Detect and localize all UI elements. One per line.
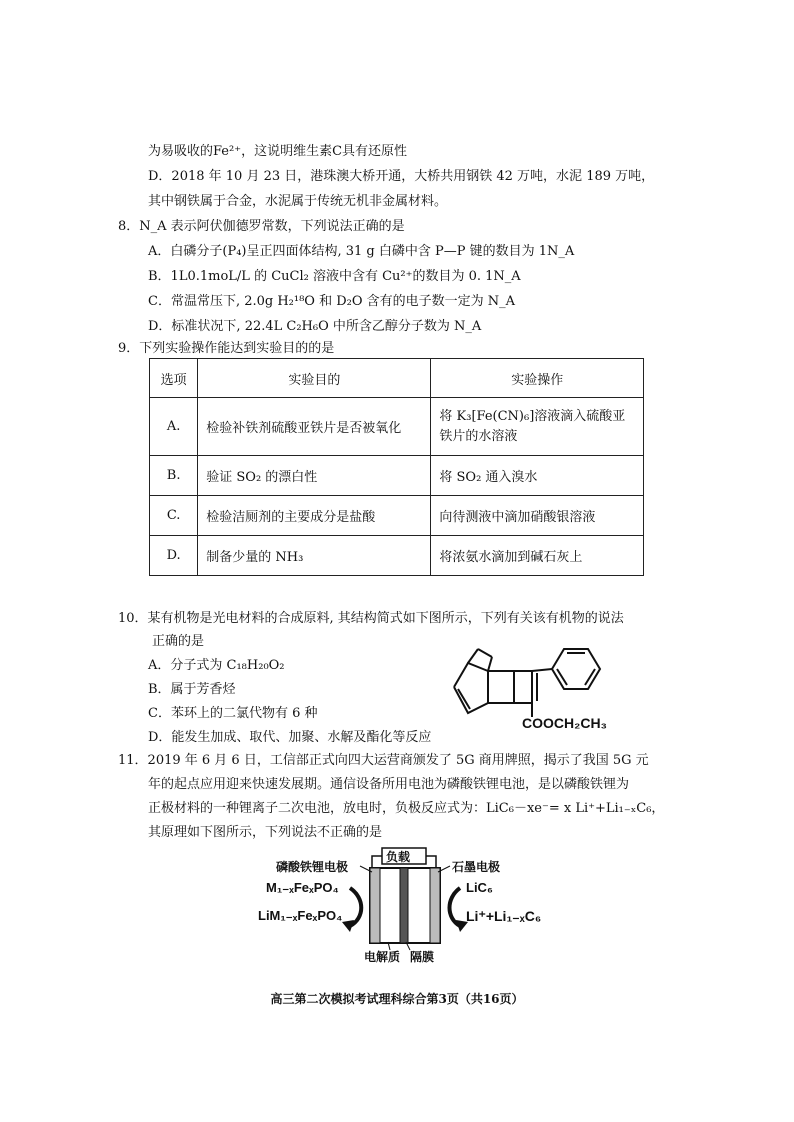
left-bottom-species: LiM₁₋ₓFeₓPO₄ bbox=[258, 908, 343, 923]
table-cell: 将浓氨水滴加到碱石灰上 bbox=[431, 536, 644, 576]
table-row bbox=[150, 398, 644, 456]
q7-option-c-continuation: 为易吸收的Fe²⁺，这说明维生素C具有还原性 bbox=[148, 144, 408, 159]
left-top-species: M₁₋ₓFeₓPO₄ bbox=[266, 880, 339, 895]
right-bottom-species: Li⁺+Li₁₋ₓC₆ bbox=[466, 908, 542, 924]
table-cell: A. bbox=[150, 398, 198, 456]
table-cell: 检验补铁剂硫酸亚铁片是否被氧化 bbox=[198, 398, 431, 456]
q8-option-c: C．常温常压下, 2.0g H₂¹⁸O 和 D₂O 含有的电子数一定为 N_A bbox=[148, 294, 516, 309]
table-header-cell: 选项 bbox=[150, 359, 198, 398]
table-row bbox=[150, 536, 644, 576]
experiment-table bbox=[149, 358, 644, 576]
table-cell: 将 K₃[Fe(CN)₆]溶液滴入硫酸亚铁片的水溶液 bbox=[431, 398, 644, 456]
q10-option-d: D．能发生加成、取代、加聚、水解及酯化等反应 bbox=[148, 730, 432, 745]
table-cell: 验证 SO₂ 的漂白性 bbox=[198, 456, 431, 496]
q9-stem: 9．下列实验操作能达到实验目的的是 bbox=[118, 341, 335, 356]
q7-option-d-line1: D．2018 年 10 月 23 日，港珠澳大桥开通，大桥共用钢铁 42 万吨，水泥 189 万吨， bbox=[148, 169, 655, 184]
q10-option-a: A．分子式为 C₁₈H₂₀O₂ bbox=[148, 658, 285, 673]
q11-line2: 年的起点应用迎来快速发展期。通信设备所用电池为磷酸铁锂电池，是以磷酸铁锂为 bbox=[148, 777, 630, 792]
table-cell: 向待测液中滴加硝酸银溶液 bbox=[431, 496, 644, 536]
q11-line3: 正极材料的一种锂离子二次电池，放电时，负极反应式为：LiC₆－xe⁻= x Li⁺+Li₁₋ₓC₆， bbox=[148, 801, 665, 816]
page-footer: 高三第二次模拟考试理科综合第3页（共16页） bbox=[270, 992, 524, 1006]
table-header-row bbox=[150, 359, 644, 398]
load-label: 负载 bbox=[386, 850, 411, 864]
q7-option-d-line2: 其中钢铁属于合金，水泥属于传统无机非金属材料。 bbox=[148, 194, 448, 209]
table-header-cell: 实验操作 bbox=[431, 359, 644, 398]
battery-diagram bbox=[240, 838, 560, 968]
q10-option-c: C．苯环上的二氯代物有 6 种 bbox=[148, 706, 318, 721]
table-row bbox=[150, 456, 644, 496]
q10-stem-line1: 10．某有机物是光电材料的合成原料, 其结构简式如下图所示，下列有关该有机物的说法 bbox=[118, 611, 624, 626]
q11-line4: 其原理如下图所示，下列说法不正确的是 bbox=[148, 825, 383, 840]
table-cell: 检验洁厕剂的主要成分是盐酸 bbox=[198, 496, 431, 536]
q11-line1: 11．2019 年 6 月 6 日，工信部正式向四大运营商颁发了 5G 商用牌照，揭示了我国 5G 元 bbox=[118, 753, 649, 768]
electrolyte-label: 电解质 bbox=[364, 950, 401, 964]
table-cell: D. bbox=[150, 536, 198, 576]
q8-option-d: D．标准状况下, 22.4L C₂H₆O 中所含乙醇分子数为 N_A bbox=[148, 319, 482, 334]
table-header-cell: 实验目的 bbox=[198, 359, 431, 398]
table-cell: B. bbox=[150, 456, 198, 496]
q8-option-a: A．白磷分子(P₄)呈正四面体结构, 31 g 白磷中含 P—P 键的数目为 1N_A bbox=[148, 244, 575, 259]
structure-ester-label: COOCH₂CH₃ bbox=[522, 715, 608, 731]
right-electrode-label: 石墨电极 bbox=[452, 860, 501, 874]
table-cell: C. bbox=[150, 496, 198, 536]
table-cell: 制备少量的 NH₃ bbox=[198, 536, 431, 576]
q10-option-b: B．属于芳香烃 bbox=[148, 682, 236, 697]
table-row bbox=[150, 496, 644, 536]
q8-stem: 8．N_A 表示阿伏伽德罗常数，下列说法正确的是 bbox=[118, 219, 405, 234]
membrane-label: 隔膜 bbox=[410, 950, 435, 964]
q10-stem-line2: 正确的是 bbox=[152, 634, 205, 649]
left-electrode-label: 磷酸铁锂电极 bbox=[276, 860, 349, 874]
q8-option-b: B．1L0.1moL/L 的 CuCl₂ 溶液中含有 Cu²⁺的数目为 0. 1N_A bbox=[148, 269, 521, 284]
right-top-species: LiC₆ bbox=[466, 880, 493, 895]
table-cell: 将 SO₂ 通入溴水 bbox=[431, 456, 644, 496]
